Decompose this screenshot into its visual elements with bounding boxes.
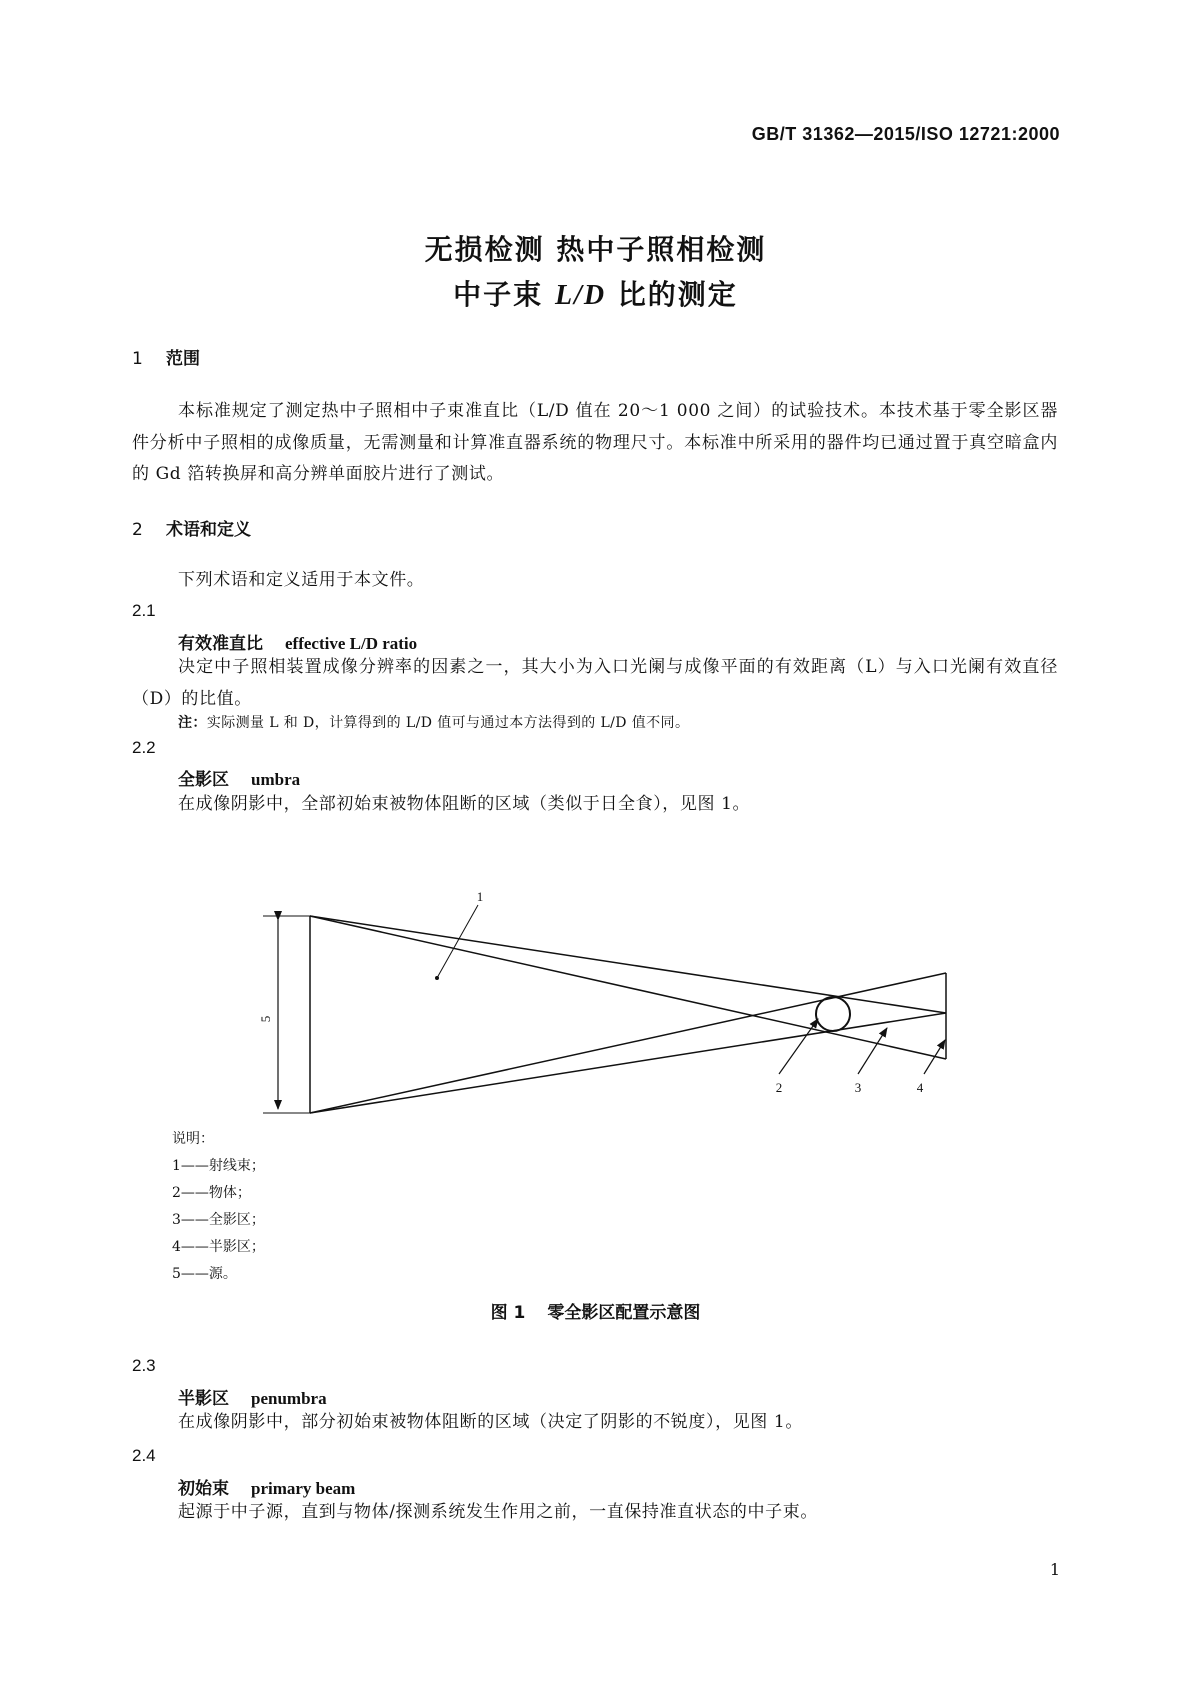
figure-1-caption — [0, 1298, 1191, 1323]
clause-2-4-number: 2.4 — [132, 1446, 156, 1465]
term-2-1-definition: 决定中子照相装置成像分辨率的因素之一，其大小为入口光阑与成像平面的有效距离（L）与入口光阑有效直径（D）的比值。 — [132, 657, 1058, 709]
legend-item: 4——半影区； — [172, 1239, 265, 1255]
figure-caption-text: 零全影区配置示意图 — [547, 1303, 701, 1323]
beam-cross-2 — [310, 973, 946, 1113]
term-2-1-en: effective L/D ratio — [285, 634, 418, 653]
legend-item: 3——全影区； — [172, 1212, 265, 1228]
legend-item: 2——物体； — [172, 1185, 251, 1201]
label-2: 2 — [775, 1080, 783, 1095]
standard-code: GB/T 31362—2015/ISO 12721:2000 — [751, 124, 1060, 144]
legend-item: 5——源。 — [172, 1266, 237, 1282]
beam-edge-top — [310, 916, 946, 1013]
note-label: 注： — [178, 715, 207, 731]
section-1-paragraph: 本标准规定了测定热中子照相中子束准直比（L/D 值在 20～1 000 之间）的试验技术。本技术基于零全影区器件分析中子照相的成像质量，无需测量和计算准直器系统的物理尺寸。本标准中所采用的器件均已通过置于真空暗盒内的 Gd 箔转换屏和高分辨单面胶片进行了测试。 — [132, 401, 1058, 484]
label-4: 4 — [916, 1080, 924, 1095]
page-number: 1 — [1049, 1560, 1060, 1579]
section-2-number: 2 — [132, 520, 143, 540]
beam-cross-1 — [310, 916, 946, 1059]
section-1-title: 范围 — [166, 349, 200, 369]
title-prefix: 中子束 — [453, 278, 544, 311]
clause-2-1-number: 2.1 — [132, 601, 156, 620]
term-2-2-zh: 全影区 — [178, 770, 229, 790]
beam-point-marker — [435, 976, 439, 980]
term-2-2-definition: 在成像阴影中，全部初始束被物体阻断的区域（类似于日全食），见图 1。 — [178, 794, 751, 814]
term-2-3-definition: 在成像阴影中，部分初始束被物体阻断的区域（决定了阴影的不锐度），见图 1。 — [178, 1412, 803, 1432]
term-2-4-en: primary beam — [251, 1479, 356, 1498]
label-3: 3 — [854, 1080, 862, 1095]
leader-2 — [779, 1019, 818, 1074]
label-1: 1 — [476, 889, 484, 904]
term-2-3-en: penumbra — [251, 1389, 327, 1408]
beam-edge-bottom — [310, 1013, 946, 1113]
term-2-4 — [178, 1474, 355, 1499]
note-text: 实际测量 L 和 D，计算得到的 L/D 值可与通过本方法得到的 L/D 值不同。 — [206, 715, 690, 731]
figure-1-legend — [172, 1126, 265, 1288]
section-2-title: 术语和定义 — [166, 520, 251, 540]
term-2-3-zh: 半影区 — [178, 1389, 229, 1409]
page-title-line1: 无损检测 热中子照相检测 — [424, 233, 767, 266]
term-2-4-definition: 起源于中子源，直到与物体/探测系统发生作用之前，一直保持准直状态的中子束。 — [178, 1502, 818, 1522]
term-2-4-zh: 初始束 — [178, 1479, 229, 1499]
leader-3 — [858, 1028, 887, 1074]
section-1-number: 1 — [132, 349, 143, 369]
clause-2-3-number: 2.3 — [132, 1356, 156, 1375]
leader-1 — [437, 905, 478, 978]
figure-caption-number: 图 1 — [490, 1303, 526, 1323]
term-2-1-zh: 有效准直比 — [178, 634, 263, 654]
clause-2-2-number: 2.2 — [132, 738, 156, 757]
title-ratio: L/D — [554, 280, 607, 311]
label-5: 5 — [258, 1015, 273, 1023]
legend-title: 说明： — [172, 1131, 214, 1147]
term-2-2-en: umbra — [251, 770, 301, 789]
object-circle — [816, 997, 850, 1031]
title-suffix: 比的测定 — [617, 278, 738, 311]
section-2-intro: 下列术语和定义适用于本文件。 — [178, 570, 425, 590]
leader-4 — [924, 1040, 945, 1074]
legend-item: 1——射线束； — [172, 1158, 265, 1174]
term-2-3 — [178, 1384, 327, 1409]
